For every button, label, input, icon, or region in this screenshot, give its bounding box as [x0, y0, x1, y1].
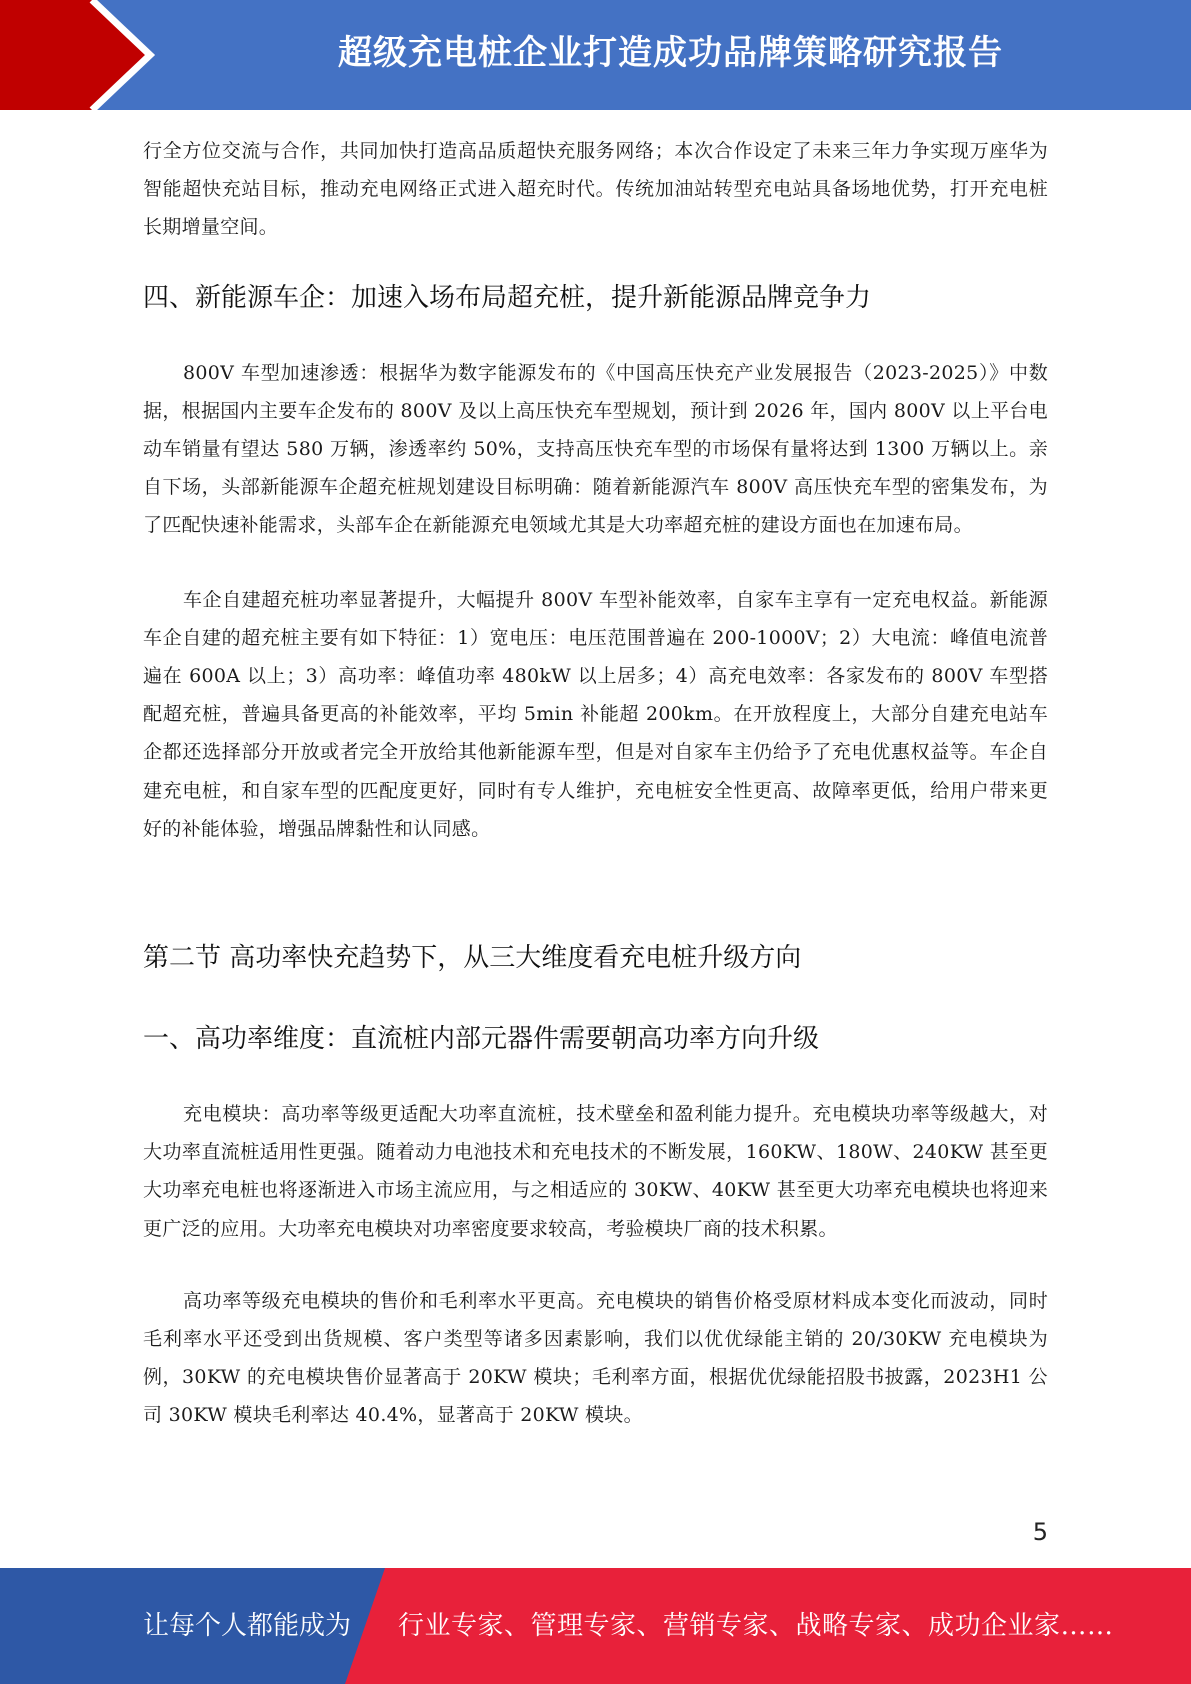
paragraph-price: 高功率等级充电模块的售价和毛利率水平更高。充电模块的销售价格受原材料成本变化而波动，同时毛利率水平还受到出货规模、客户类型等诸多因素影响，我们以优优绿能主销的 20/30KW 充电模块为例，30KW 的充电模块售价显著高于 20KW 模块；毛利率方面，根据优优绿能招股书披露，2023H1 公司 30KW 模块毛利率达 40.4%，显著高于 20KW 模块。	[143, 1289, 1048, 1427]
page-number: 5	[1032, 1518, 1048, 1546]
paragraph-self-built: 车企自建超充桩功率显著提升，大幅提升 800V 车型补能效率，自家车主享有一定充电权益。新能源车企自建的超充桩主要有如下特征：1）宽电压：电压范围普遍在 200-1000V；2）大电流：峰值电流普遍在 600A 以上；3）高功率：峰值功率 480kW 以上居多；4）高充电效率：各家发布的 800V 车型搭配超充桩，普遍具备更高的补能效率，平均 5min 补能超 200km。在开放程度上，大部分自建充电站车企都还选择部分开放或者完全开放给其他新能源车型，但是对自家车主仍给予了充电优惠权益等。车企自建充电桩，和自家车型的匹配度更好，同时有专人维护，充电桩安全性更高、故障率更低，给用户带来更好的补能体验，增强品牌黏性和认同感。	[143, 588, 1048, 840]
header-banner	[0, 0, 1191, 110]
document-body	[143, 132, 1048, 1435]
report-title: 超级充电桩企业打造成功品牌策略研究报告	[338, 33, 1003, 73]
paragraph-charging-module: 充电模块：高功率等级更适配大功率直流桩，技术壁垒和盈利能力提升。充电模块功率等级越大，对大功率直流桩适用性更强。随着动力电池技术和充电技术的不断发展，160KW、180W、240KW 甚至更大功率充电桩也将逐渐进入市场主流应用，与之相适应的 30KW、40KW 甚至更大功率充电模块也将迎来更广泛的应用。大功率充电模块对功率密度要求较高，考验模块厂商的技术积累。	[143, 1103, 1048, 1240]
footer-banner	[0, 1568, 1191, 1684]
heading-high-power: 一、高功率维度：直流桩内部元器件需要朝高功率方向升级	[143, 1024, 820, 1055]
heading-automakers: 四、新能源车企：加速入场布局超充桩，提升新能源品牌竞争力	[143, 282, 872, 313]
intro-paragraph: 行全方位交流与合作，共同加快打造高品质超快充服务网络；本次合作设定了未来三年力争实现万座华为智能超快充站目标，推动充电网络正式进入超充时代。传统加油站转型充电站具备场地优势，打开充电桩长期增量空间。	[143, 140, 1048, 239]
section-heading-2: 第二节 高功率快充趋势下，从三大维度看充电桩升级方向	[143, 943, 802, 974]
paragraph-800v: 800V 车型加速渗透：根据华为数字能源发布的《中国高压快充产业发展报告（2023-2025）》中数据，根据国内主要车企发布的 800V 及以上高压快充车型规划，预计到 2026 年，国内 800V 以上平台电动车销量有望达 580 万辆，渗透率约 50%，支持高压快充车型的市场保有量将达到 1300 万辆以上。亲自下场，头部新能源车企超充桩规划建设目标明确：随着新能源汽车 800V 高压快充车型的密集发布，为了匹配快速补能需求，头部车企在新能源充电领域尤其是大功率超充桩的建设方面也在加速布局。	[143, 361, 1048, 537]
footer-slogan-left: 让每个人都能成为	[143, 1611, 352, 1641]
header-arrow-decoration	[0, 0, 160, 110]
footer-slogan-right: 行业专家、管理专家、营销专家、战略专家、成功企业家……	[398, 1611, 1114, 1641]
